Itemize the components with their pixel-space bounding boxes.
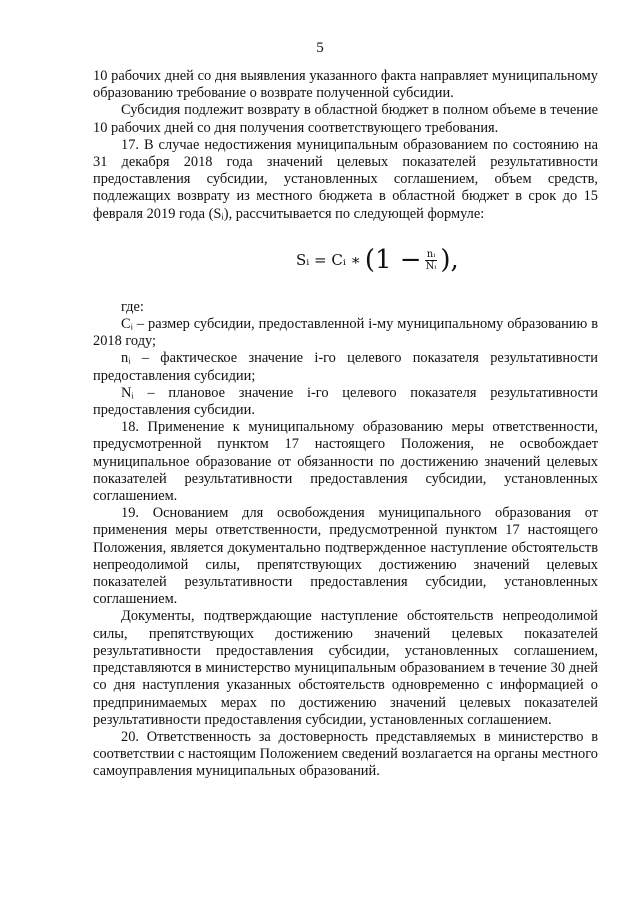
paragraph-19-documents: Документы, подтверждающие наступление обстоятельств непреодолимой силы, препятствующих достижению значений целевых показателей результативности предоставления субсидии, установленных соглашением, представляются в министерство муниципальным образованием в течение 30 дней со дня наступления указанных обстоятельств одновременно с информацией о предпринимаемых мерах по достижению значений целевых показателей результативности предоставления субсидии, установленных соглашением.: [93, 608, 598, 728]
formula-numerator: nᵢ: [426, 249, 436, 261]
where-label: где:: [121, 298, 144, 315]
formula-fraction: [424, 249, 439, 272]
definition-ni-planned: Nᵢ – плановое значение i-го целевого показателя результативности предоставления субсидии.: [93, 384, 598, 419]
paragraph-20: 20. Ответственность за достоверность представляемых в министерство в соответствии с настоящим Положением сведений возлагается на органы местного самоуправления муниципальных образований.: [93, 728, 598, 780]
paragraph-19: 19. Основанием для освобождения муниципального образования от применения меры ответственности, предусмотренной пунктом 17 настоящего Положения, является документально подтвержденное наступление обстоятельств непреодолимой силы, препятствующих достижению значений целевых показателей результативности предоставления субсидии, установленных соглашением.: [93, 505, 598, 608]
formula-lhs: Sᵢ = Cᵢ ∗: [296, 251, 361, 270]
formula-denominator: Nᵢ: [425, 261, 437, 273]
definition-ci: Cᵢ – размер субсидии, предоставленной i-му муниципальному образованию в 2018 году;: [93, 316, 598, 350]
definition-ni-actual: nᵢ – фактическое значение i-го целевого показателя результативности предоставления субсидии;: [93, 350, 598, 384]
document-body: [93, 68, 598, 781]
page-number: 5: [316, 40, 324, 56]
formula-open: (1 −: [364, 244, 422, 275]
formula-close: ),: [440, 244, 459, 275]
paragraph-continuation: 10 рабочих дней со дня выявления указанного факта направляет муниципальному образованию требование о возврате полученной субсидии.: [93, 68, 598, 102]
paragraph-subsidy-return: Субсидия подлежит возврату в областной бюджет в полном объеме в течение 10 рабочих дней со дня получения соответствующего требования.: [93, 102, 598, 136]
paragraph-18: 18. Применение к муниципальному образованию меры ответственности, предусмотренной пунктом 17 настоящего Положения, не освобождает муниципальное образование от обязанности по достижению значений целевых показателей результативности предоставления субсидии, установленных соглашением.: [93, 419, 598, 505]
paragraph-17: 17. В случае недостижения муниципальным образованием по состоянию на 31 декабря 2018 года значений целевых показателей результативности предоставления субсидии, установленных соглашением, объем средств, подлежащих возврату из местного бюджета в областной бюджет в срок до 15 февраля 2019 года (Sᵢ), рассчитывается по следующей формуле:: [93, 136, 598, 222]
formula: [93, 241, 598, 281]
